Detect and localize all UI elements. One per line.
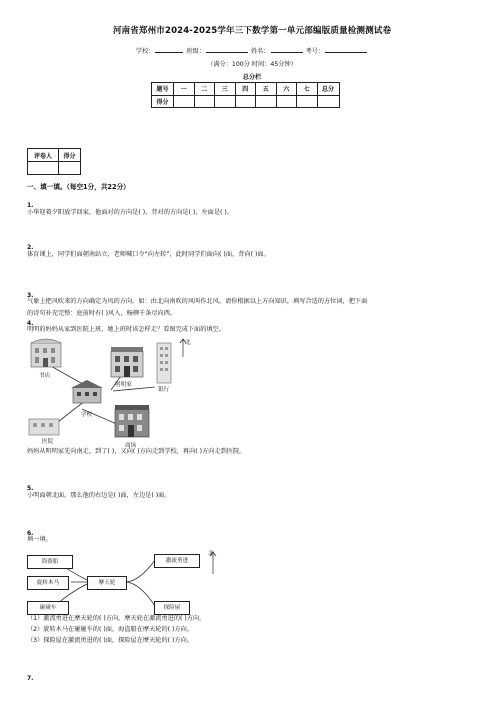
question-text: 明明的妈妈从家到医院上班，她上班时该怎样走？看图完成下面的填空。 [27,326,225,333]
exam-no-blank [325,46,367,53]
section-heading: 一、填一填。（每空1分，共22分） [27,183,130,191]
score-cell: 六 [276,83,297,96]
page-title: 河南省郑州市2024-2025学年三下数学第一单元部编版质量检测测试卷 [112,26,392,36]
school-label: 学校： [135,48,155,55]
ferris-wheel-box: 摩天轮 [87,576,127,590]
question-number: 6. [27,530,34,537]
question-fill-text: 妈妈从明明家先向南走，到了( )，又向( )方向走到学校，再向( )方向走到医院。 [27,448,246,455]
question-text: 小华迎着夕阳放学回家，他面对的方向是( )，背对的方向是( )，左面是( )。 [27,209,234,216]
home-label: 明明家 [115,382,132,388]
bank-building-icon [157,343,171,383]
grader-header: 评卷人 [28,149,59,162]
question-number: 3. [27,292,34,299]
question-text: 的诗句补充完整：庭前时有( )风入，杨柳千条尽向西。 [27,310,177,317]
question-text: 体育课上，同学们面朝南站立，老师喊口令“向左转”，此时同学们面向( )面，背向( )面。 [27,251,270,258]
class-blank [206,46,248,53]
bumper-cars-box: 碰碰车 [27,601,69,615]
hospital-building-icon [29,419,59,435]
question-number: 4. [27,320,34,327]
grader-table [27,148,81,175]
mall-label: 商场 [125,443,137,449]
adventure-house-box: 探险屋 [154,601,190,615]
question-fill-text: （1）激流勇进在摩天轮的( )方向，摩天轮在激流勇进的( )方向。 [27,615,206,622]
bookstore-building-icon [31,339,61,367]
direction-map-1 [27,337,197,453]
north-label: 北 [208,551,214,557]
mall-building-icon [115,405,149,437]
exam-no-label: 考号： [305,48,325,55]
score-input-cell[interactable] [235,95,256,108]
score-cell: 三 [215,83,236,96]
score-cell: 二 [194,83,215,96]
carousel-box: 旋转木马 [27,576,69,590]
name-label: 姓名： [250,48,270,55]
score-cell: 题号 [152,83,174,96]
score-input-cell[interactable] [276,95,297,108]
question-text: 气象上把风吹来的方向确定为风的方向。如：由北向南吹的风叫作北风。请你根据以上方向知识，填写合适的方位词，把下面 [27,298,368,305]
student-info-line [0,46,504,55]
hospital-label: 医院 [42,439,54,445]
question-fill-text: （3）探险屋在激流勇进的( )面，探险屋在摩天轮的( )方向。 [27,637,194,644]
score-cell: 得分 [152,95,174,108]
score-table-title: 总分栏 [242,74,262,81]
question-text: 填一填。 [27,536,52,543]
school-building-icon [71,380,103,403]
bookstore-label: 书店 [39,373,51,379]
question-number: 1. [27,202,34,209]
question-fill-text: （2）旋转木马在碰碰车的( )面，海盗船在摩天轮的( )方向。 [27,626,194,633]
score-cell: 四 [235,83,256,96]
name-blank [271,46,303,53]
grader-header: 得分 [59,149,81,162]
grader-input-cell[interactable] [59,162,81,175]
score-table [151,82,340,108]
question-number: 2. [27,244,34,251]
score-cell: 五 [256,83,277,96]
connector-line [125,560,155,582]
question-number: 7. [27,675,34,682]
score-input-cell[interactable] [317,95,339,108]
grader-input-cell[interactable] [28,162,59,175]
school-blank [155,46,183,53]
score-input-cell[interactable] [215,95,236,108]
score-cell: 一 [174,83,195,96]
score-input-cell[interactable] [174,95,195,108]
class-label: 班级： [186,48,206,55]
exam-subtitle: （满分：100分 时间：45分钟） [207,61,297,68]
school-label: 学校 [81,412,93,418]
connector-line [125,582,155,606]
score-input-cell[interactable] [194,95,215,108]
north-label: 北 [185,340,191,346]
score-input-cell[interactable] [297,95,318,108]
pirate-ship-box: 海盗船 [27,555,73,569]
score-input-cell[interactable] [256,95,277,108]
question-text: 小明面朝北面，那么他的右边是( )面，左边是( )面。 [27,492,171,499]
home-building-icon [111,347,143,377]
rapids-box: 激流勇进 [154,554,200,568]
score-table-score-row [152,95,340,108]
score-cell: 总分 [317,83,339,96]
bank-label: 银行 [158,387,170,393]
question-number: 5. [27,485,34,492]
score-cell: 七 [297,83,318,96]
score-table-header-row [152,83,340,96]
